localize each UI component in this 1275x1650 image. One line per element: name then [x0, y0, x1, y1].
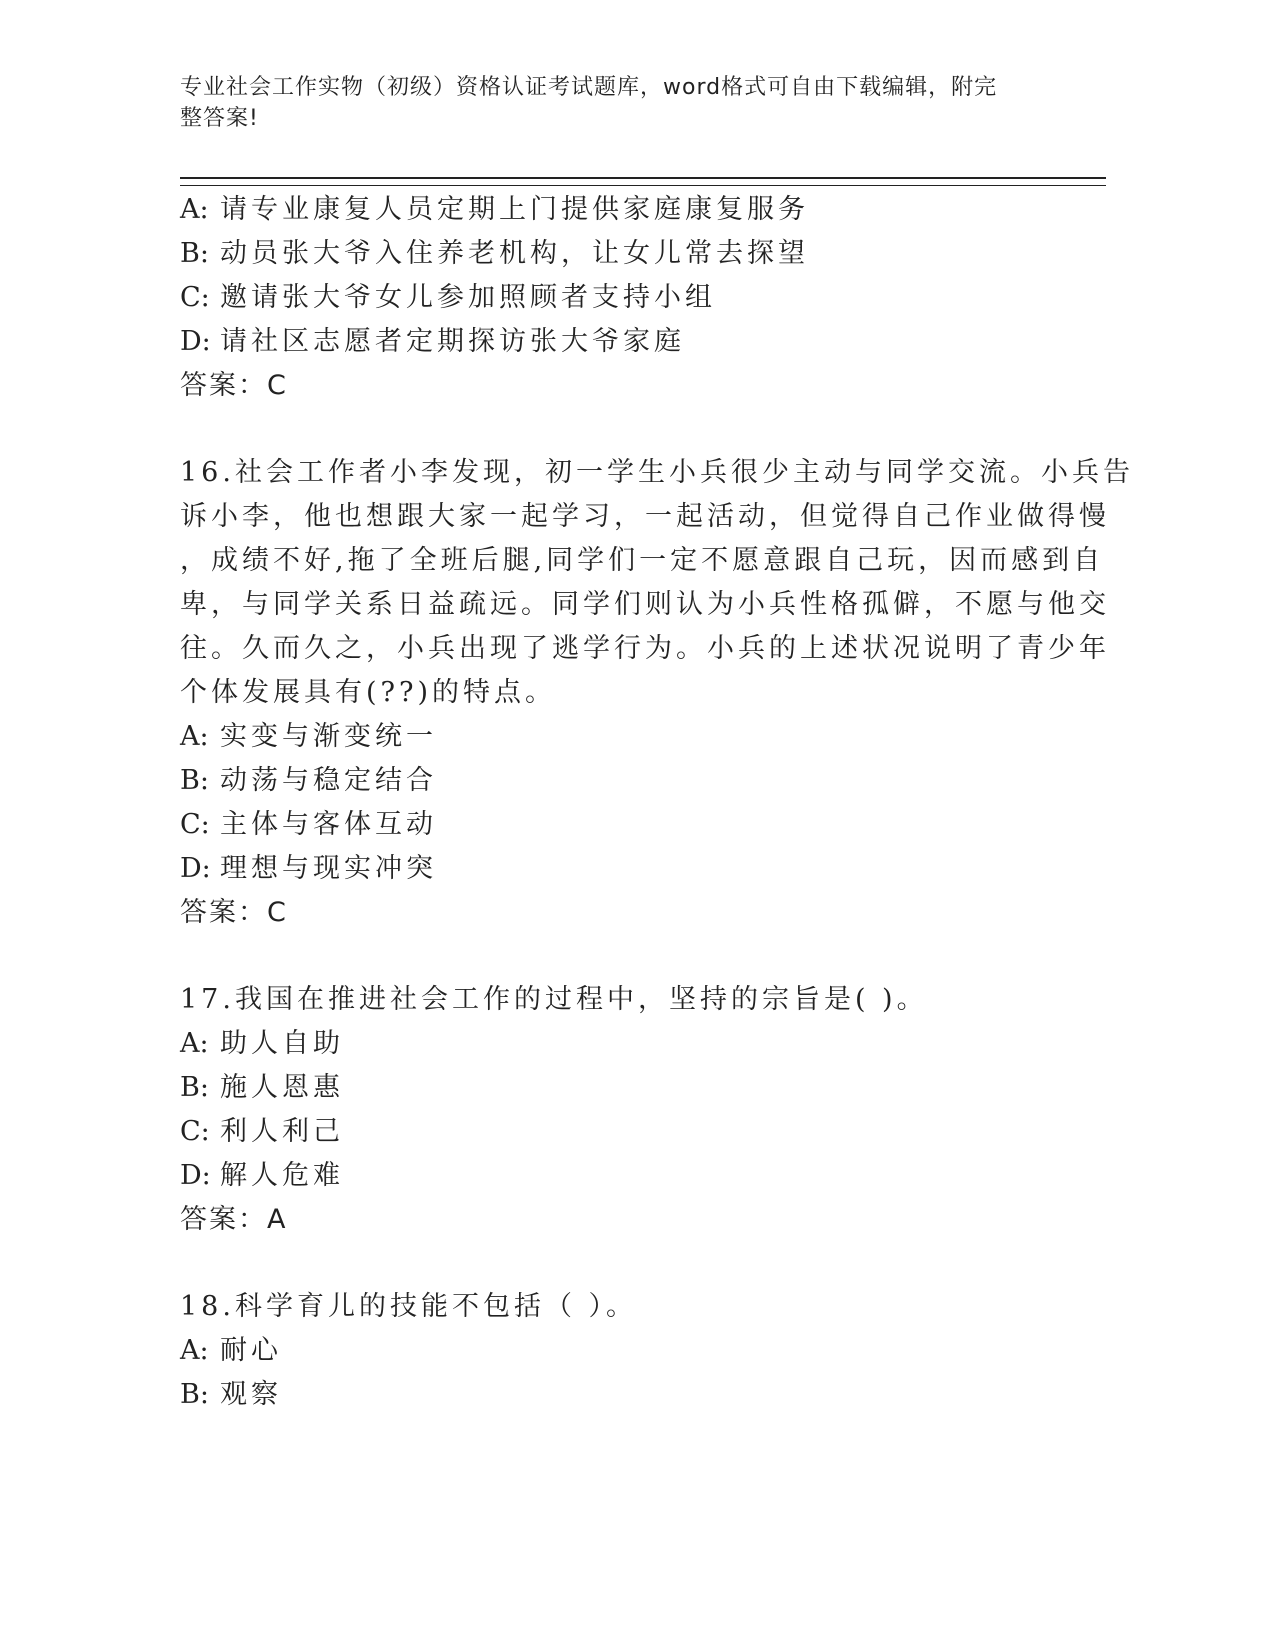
option-b [180, 1066, 1060, 1110]
option-d [180, 320, 1060, 364]
option-text: 请社区志愿者定期探访张大爷家庭 [220, 326, 685, 357]
header-line-1: 专业社会工作实物（初级）资格认证考试题库，word格式可自由下载编辑，附完 [180, 75, 998, 100]
option-text: 实变与渐变统一 [220, 721, 437, 752]
spacer [180, 935, 1060, 978]
option-key: A: [180, 1335, 209, 1366]
option-text: 请专业康复人员定期上门提供家庭康复服务 [220, 194, 809, 225]
header-line-2: 整答案! [180, 106, 259, 131]
answer: 答案：C [180, 897, 288, 928]
option-key: D: [180, 853, 211, 884]
question-list [180, 188, 1134, 1417]
question-18 [180, 1285, 1060, 1417]
question-stem-line: 诉小李，他也想跟大家一起学习，一起活动，但觉得自己作业做得慢 [180, 501, 1110, 532]
answer: 答案：A [180, 1204, 288, 1235]
option-a [180, 188, 1060, 232]
option-d [180, 1154, 1060, 1198]
option-key: A: [180, 1028, 209, 1059]
option-key: C: [180, 1116, 210, 1147]
spacer [180, 408, 1060, 451]
document-header [180, 72, 1040, 134]
question-stem-line: 16.社会工作者小李发现，初一学生小兵很少主动与同学交流。小兵告 [180, 457, 1134, 488]
option-key: C: [180, 282, 210, 313]
option-key: B: [180, 238, 209, 269]
option-text: 动荡与稳定结合 [220, 765, 437, 796]
option-text: 观察 [220, 1379, 282, 1410]
answer: 答案：C [180, 370, 288, 401]
option-key: B: [180, 765, 209, 796]
option-d [180, 847, 1060, 891]
question-stem: 18.科学育儿的技能不包括（ ）。 [180, 1291, 638, 1322]
question-16 [180, 451, 1134, 935]
option-key: B: [180, 1072, 209, 1103]
option-c [180, 1110, 1060, 1154]
option-text: 动员张大爷入住养老机构，让女儿常去探望 [220, 238, 809, 269]
option-key: A: [180, 194, 209, 225]
option-a [180, 1022, 1060, 1066]
option-text: 施人恩惠 [220, 1072, 344, 1103]
option-key: A: [180, 721, 209, 752]
option-b [180, 759, 1060, 803]
option-text: 理想与现实冲突 [220, 853, 437, 884]
option-b [180, 1373, 1060, 1417]
option-c [180, 803, 1060, 847]
question-stem-line: ，成绩不好,拖了全班后腿,同学们一定不愿意跟自己玩，因而感到自 [180, 545, 1105, 576]
option-text: 解人危难 [220, 1160, 344, 1191]
question-15 [180, 188, 1060, 408]
question-stem-line: 个体发展具有(??)的特点。 [180, 677, 557, 708]
option-text: 耐心 [220, 1335, 282, 1366]
option-key: D: [180, 326, 211, 357]
question-17 [180, 978, 1060, 1242]
option-a [180, 1329, 1060, 1373]
option-text: 助人自助 [220, 1028, 344, 1059]
option-a [180, 715, 1060, 759]
option-text: 邀请张大爷女儿参加照顾者支持小组 [220, 282, 716, 313]
header-divider [180, 177, 1106, 186]
option-b [180, 232, 1060, 276]
option-key: D: [180, 1160, 211, 1191]
question-stem-line: 往。久而久之，小兵出现了逃学行为。小兵的上述状况说明了青少年 [180, 633, 1110, 664]
option-text: 利人利己 [220, 1116, 344, 1147]
option-key: B: [180, 1379, 209, 1410]
option-key: C: [180, 809, 210, 840]
spacer [180, 1242, 1060, 1285]
option-text: 主体与客体互动 [220, 809, 437, 840]
option-c [180, 276, 1060, 320]
question-stem-line: 卑，与同学关系日益疏远。同学们则认为小兵性格孤僻，不愿与他交 [180, 589, 1110, 620]
question-stem: 17.我国在推进社会工作的过程中，坚持的宗旨是( )。 [180, 984, 928, 1015]
